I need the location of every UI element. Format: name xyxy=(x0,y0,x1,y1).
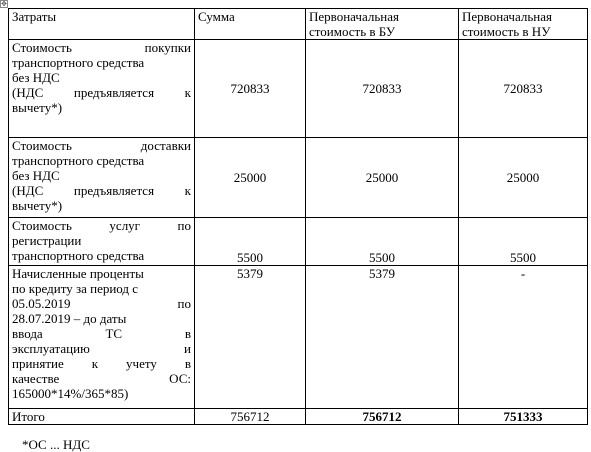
header-costs: Затраты xyxy=(9,9,195,40)
label-line: по кредиту за период с xyxy=(12,281,139,296)
label-line: транспортного средства xyxy=(12,55,145,70)
row-nu: 25000 xyxy=(459,138,588,218)
label-line: без НДС xyxy=(12,70,60,85)
label-line: Начисленные проценты xyxy=(12,266,144,281)
label-line: качестве ОС: xyxy=(12,371,191,386)
label-line: 05.05.2019 по xyxy=(12,296,191,311)
row-bu: 5379 xyxy=(306,266,459,409)
header-initial-cost-nu: Первоначальная стоимость в НУ xyxy=(459,9,588,40)
row-nu: 5500 xyxy=(459,218,588,266)
label-line: эксплуатацию и xyxy=(12,341,191,356)
label-line: Стоимость покупки xyxy=(12,40,191,55)
header-sum: Сумма xyxy=(195,9,306,40)
row-sum: 5379 xyxy=(195,266,306,409)
label-line: транспортного средства xyxy=(12,153,145,168)
total-nu: 751333 xyxy=(459,409,588,425)
row-nu: - xyxy=(459,266,588,409)
row-bu: 720833 xyxy=(306,40,459,138)
footnote: *ОС ... НДС xyxy=(22,437,90,452)
table-row xyxy=(9,40,588,138)
label-line: принятие к учету в xyxy=(12,356,191,371)
total-label: Итого xyxy=(9,409,195,425)
table-row xyxy=(9,138,588,218)
header-row xyxy=(9,9,588,40)
label-line: вычету*) xyxy=(12,100,63,115)
label-line: регистрации xyxy=(12,233,82,248)
total-row xyxy=(9,409,588,425)
total-bu: 756712 xyxy=(306,409,459,425)
header-initial-cost-bu: Первоначальная стоимость в БУ xyxy=(306,9,459,40)
row-sum: 25000 xyxy=(195,138,306,218)
costs-table xyxy=(8,8,588,425)
table-row xyxy=(9,266,588,409)
row-label xyxy=(9,40,195,138)
row-label xyxy=(9,218,195,266)
label-line: ввода ТС в xyxy=(12,326,191,341)
row-sum: 720833 xyxy=(195,40,306,138)
table-row xyxy=(9,218,588,266)
label-line: без НДС xyxy=(12,168,60,183)
row-bu: 25000 xyxy=(306,138,459,218)
label-line: 165000*14%/365*85) xyxy=(12,386,129,401)
row-label xyxy=(9,138,195,218)
row-bu: 5500 xyxy=(306,218,459,266)
total-sum: 756712 xyxy=(195,409,306,425)
label-line: (НДС предъявляется к xyxy=(12,183,191,198)
row-nu: 720833 xyxy=(459,40,588,138)
label-line: Стоимость услуг по xyxy=(12,218,191,233)
label-line: 28.07.2019 – до даты xyxy=(12,311,127,326)
label-line: (НДС предъявляется к xyxy=(12,85,191,100)
row-sum: 5500 xyxy=(195,218,306,266)
label-line: вычету*) xyxy=(12,198,63,213)
table-move-handle-icon[interactable]: ✥ xyxy=(1,0,7,8)
label-line: Стоимость доставки xyxy=(12,138,191,153)
label-line: транспортного средства xyxy=(12,248,145,263)
row-label xyxy=(9,266,195,409)
